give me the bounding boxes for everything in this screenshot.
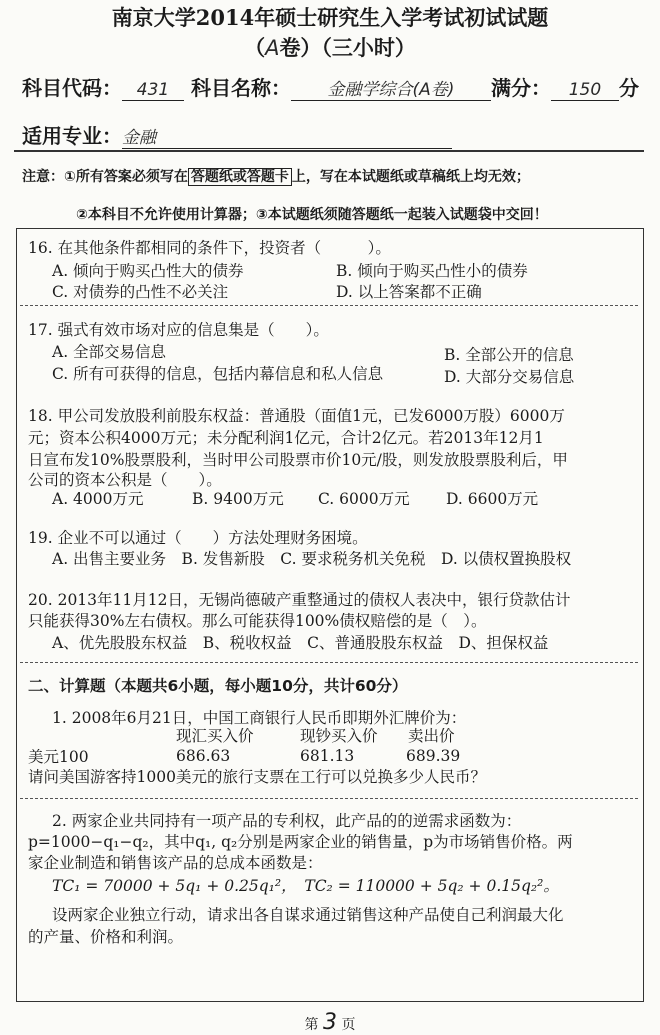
q19-options: A. 出售主要业务 B. 发售新股 C. 要求税务机关免税 D. 以债权置换股权: [52, 550, 572, 568]
q20-line-1: 20. 2013年11月12日，无锡尚德破产重整通过的债权人表决中，银行贷款估计: [28, 591, 571, 609]
q17-stem: 17. 强式有效市场对应的信息集是（ ）。: [28, 321, 329, 339]
p2-cost-formula: TC₁ = 70000 + 5q₁ + 0.25q₁²， TC₂ = 110000 + 5q₂ + 0.15q₂²。: [52, 877, 559, 895]
q20-divider: [20, 662, 638, 663]
p1-value-sell: 689.39: [406, 747, 461, 765]
code-value: 431: [122, 80, 184, 101]
p1-value-cash-buy: 681.13: [300, 747, 355, 765]
q18-option-b: B. 9400万元: [192, 490, 284, 508]
paper-close: 卷）（三小时）: [279, 35, 416, 60]
notice-line-2: ②本科目不允许使用计算器；③本试题纸须随答题纸一起装入试题袋中交回！: [76, 207, 548, 223]
p2-line-5: 设两家企业独立行动，请求出各自谋求通过销售这种产品使自己利润最大化: [52, 906, 564, 924]
notice-label: 注意：①所有答案必须写在: [22, 169, 188, 185]
page-number: 3: [323, 1010, 337, 1035]
score-unit: 分: [618, 76, 639, 100]
q18-line-3: 日宣布发10%股票股利，当时甲公司股票市价10元/股，则发放股票股利后，甲: [28, 451, 568, 469]
q18-option-a: A. 4000万元: [52, 490, 144, 508]
code-label: 科目代码：: [22, 76, 122, 100]
footer-post: 页: [341, 1017, 356, 1033]
q18-line-4: 公司的资本公积是（ ）。: [28, 471, 222, 489]
p1-stem: 1. 2008年6月21日，中国工商银行人民币即期外汇牌价为：: [52, 709, 467, 727]
q16-option-d: D. 以上答案都不正确: [336, 283, 482, 301]
score-label: 满分：: [490, 76, 551, 100]
p1-header-sell: 卖出价: [408, 727, 455, 745]
subject-line: [22, 72, 639, 101]
notice-boxed: 答题纸或答题卡: [188, 168, 292, 186]
q18-line-1: 18. 甲公司发放股利前股东权益：普通股（面值1元，已发6000万股）6000万: [28, 407, 565, 425]
notice-rest: 上，写在本试题纸或草稿纸上均无效；: [291, 169, 530, 185]
q17-option-d: D. 大部分交易信息: [444, 368, 575, 386]
major-value: 金融: [122, 123, 452, 149]
major-label: 适用专业：: [22, 124, 122, 148]
p2-stem: 2. 两家企业共同持有一项产品的专利权，此产品的的逆需求函数为：: [52, 812, 522, 830]
q16-divider: [20, 305, 638, 306]
p1-question: 请问美国游客持1000美元的旅行支票在工行可以兑换多少人民币？: [28, 768, 486, 786]
q20-line-2: 只能获得30%左右债权。那么可能获得100%债权赔偿的是（ ）。: [28, 612, 487, 630]
q20-options: A、优先股股东权益 B、税收权益 C、普通股股东权益 D、担保权益: [52, 634, 549, 652]
section2-title: 二、计算题（本题共6小题，每小题10分，共计60分）: [28, 677, 408, 695]
p1-value-spot-buy: 686.63: [176, 747, 231, 765]
p1-header-spot-buy: 现汇买入价: [176, 727, 254, 745]
header-divider: [14, 150, 644, 152]
p1-row-label: 美元100: [28, 748, 89, 766]
paper-version-handwritten: A: [265, 36, 280, 60]
p2-line-3: 家企业制造和销售该产品的总成本函数是：: [28, 854, 323, 872]
q16-stem: 16. 在其他条件都相同的条件下，投资者（ ）。: [28, 239, 391, 257]
q16-option-b: B. 倾向于购买凸性小的债券: [336, 262, 528, 280]
exam-title: 南京大学2014年硕士研究生入学考试初试试题: [111, 5, 549, 30]
major-line: [22, 120, 452, 149]
footer-pre: 第: [304, 1017, 319, 1033]
name-label: 科目名称：: [190, 76, 291, 100]
q16-option-a: A. 倾向于购买凸性大的债券: [52, 262, 244, 280]
q17-option-b: B. 全部公开的信息: [444, 346, 574, 364]
name-value: 金融学综合(A卷): [291, 75, 491, 101]
notice-line-1: [22, 166, 530, 186]
q17-option-c: C. 所有可获得的信息，包括内幕信息和私人信息: [52, 365, 384, 383]
p2-line-2: p=1000−q₁−q₂，其中q₁, q₂分别是两家企业的销售量，p为市场销售价格。两: [28, 833, 573, 851]
q18-line-2: 元；资本公积4000万元；未分配利润1亿元，合计2亿元。若2013年12月1: [28, 429, 544, 447]
q16-option-c: C. 对债券的凸性不必关注: [52, 283, 229, 301]
p1-header-cash-buy: 现钞买入价: [300, 727, 378, 745]
p2-line-6: 的产量、价格和利润。: [28, 928, 184, 946]
paper-open: （: [244, 35, 266, 60]
q18-option-c: C. 6000万元: [318, 490, 410, 508]
q18-option-d: D. 6600万元: [446, 490, 539, 508]
q19-stem: 19. 企业不可以通过（ ）方法处理财务困境。: [28, 529, 368, 547]
page-footer: [0, 1010, 660, 1035]
paper-version-line: [0, 32, 660, 62]
p1-divider: [20, 798, 638, 799]
score-value: 150: [551, 80, 619, 101]
q17-option-a: A. 全部交易信息: [52, 343, 167, 361]
